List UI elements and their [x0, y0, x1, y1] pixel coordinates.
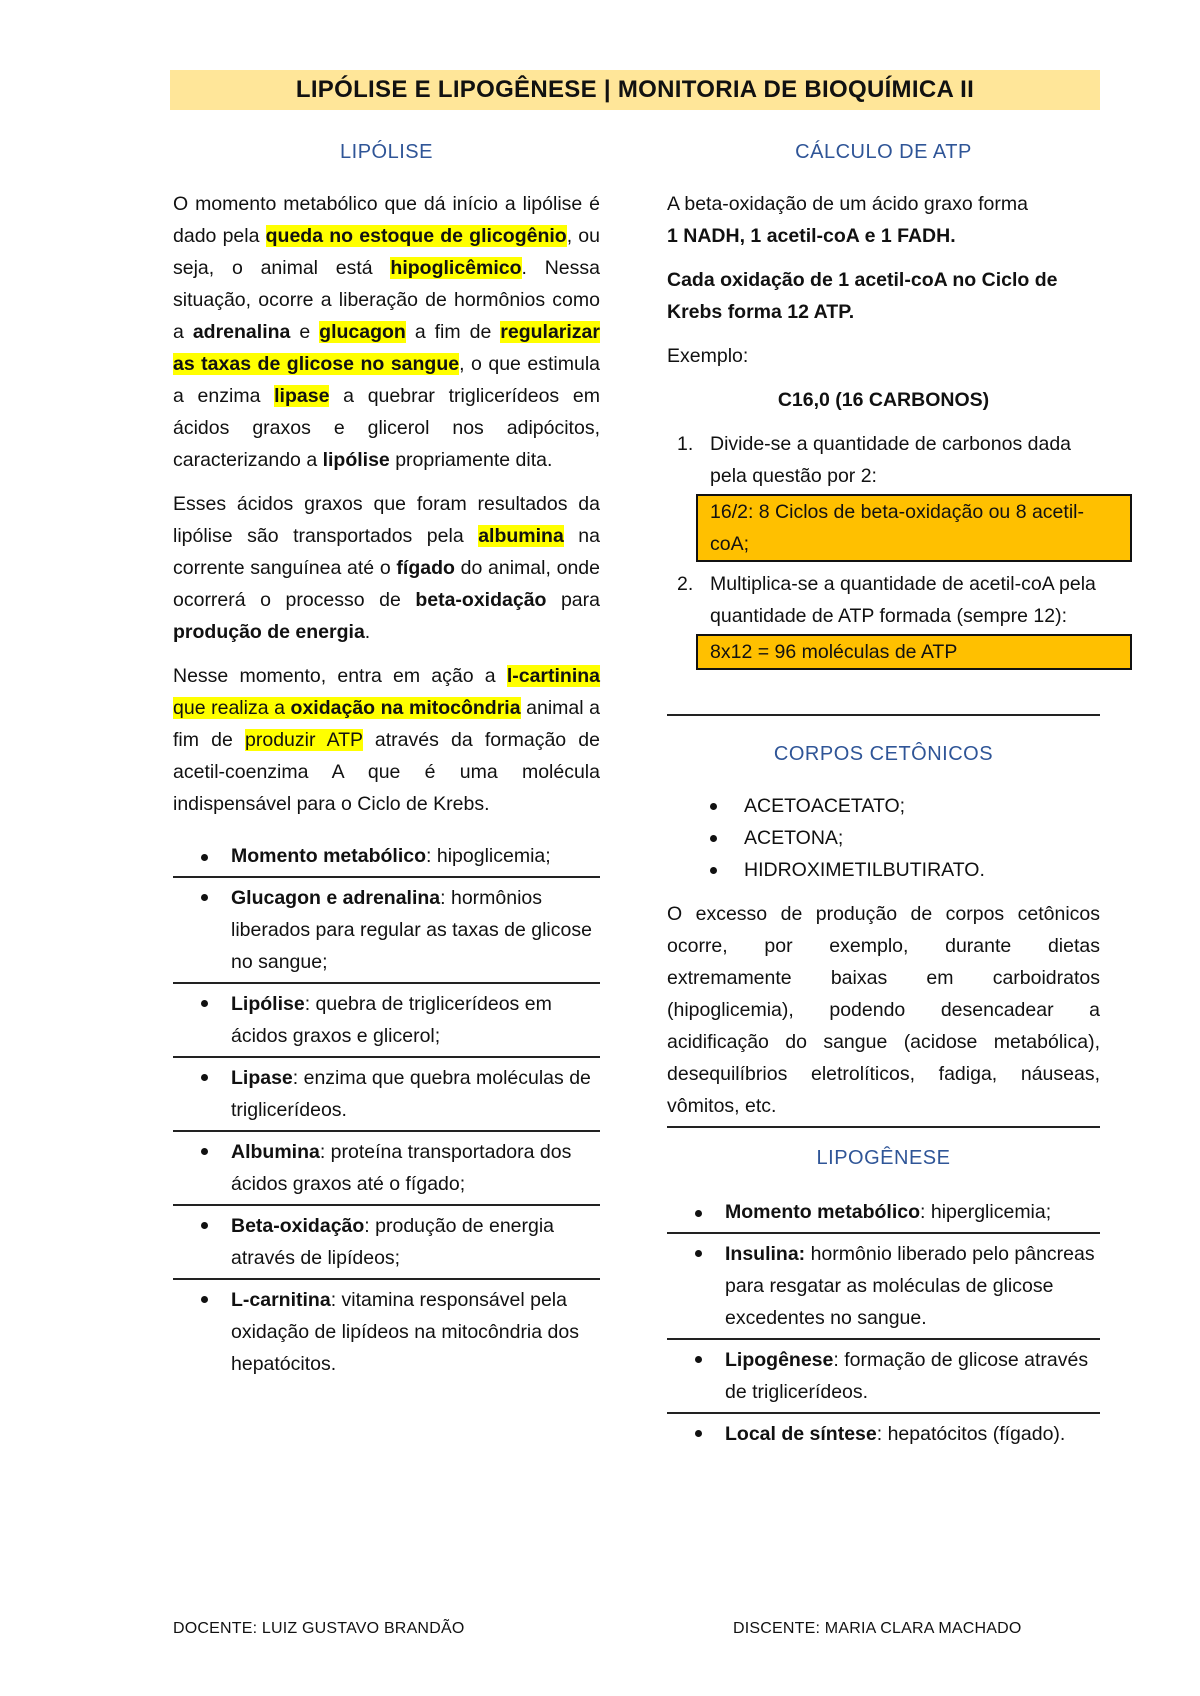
- list-item: ACETOACETATO;: [667, 790, 1100, 822]
- highlight: glucagon: [319, 321, 406, 343]
- highlight: queda no estoque de glicogênio: [265, 225, 567, 247]
- definition-item: Albumina: proteína transportadora dos ácidos graxos até o fígado;: [173, 1132, 600, 1206]
- highlight: oxidação na mitocôndria: [290, 697, 521, 719]
- bullet-icon: [201, 854, 208, 861]
- atp-intro: A beta-oxidação de um ácido graxo forma 1 NADH, 1 acetil-coA e 1 FADH.: [667, 193, 1028, 247]
- example-title: C16,0 (16 CARBONOS): [777, 389, 990, 411]
- step-item: 2. Multiplica-se a quantidade de acetil-coA pela quantidade de ATP formada (sempre 12): 8x12 = 96 moléculas de ATP: [667, 568, 1100, 670]
- footer-student: DISCENTE: MARIA CLARA MACHADO: [733, 1620, 1022, 1637]
- definition-item: Lipase: enzima que quebra moléculas de triglicerídeos.: [173, 1058, 600, 1132]
- highlight: regularizar as taxas de glicose no sangue: [173, 321, 600, 375]
- highlight: produzir ATP: [245, 729, 363, 751]
- bullet-icon: [201, 1148, 208, 1155]
- lipolise-paragraph-2: Esses ácidos graxos que foram resultados da lipólise são transportados pela albumina na corrente sanguínea até o fígado do animal, onde ocorrerá o processo de beta-oxidação para produção de energia.: [173, 493, 600, 643]
- bullet-icon: [710, 835, 717, 842]
- bullet-icon: [695, 1210, 702, 1217]
- page-title: LIPÓLISE E LIPOGÊNESE | MONITORIA DE BIOQUÍMICA II: [170, 70, 1100, 110]
- lipogenese-heading: LIPOGÊNESE: [816, 1147, 951, 1169]
- highlight: l-cartinina: [506, 665, 600, 687]
- cetonicos-heading: CORPOS CETÔNICOS: [773, 743, 994, 765]
- bullet-icon: [201, 1222, 208, 1229]
- lipolise-heading: LIPÓLISE: [340, 141, 433, 163]
- bullet-icon: [695, 1430, 702, 1437]
- atp-heading: CÁLCULO DE ATP: [795, 141, 972, 163]
- cetonicos-list: [667, 790, 1100, 886]
- definition-item: Beta-oxidação: produção de energia através de lipídeos;: [173, 1206, 600, 1280]
- definition-item: Insulina: hormônio liberado pelo pâncreas para resgatar as moléculas de glicose excedentes no sangue.: [667, 1234, 1100, 1340]
- footer-teacher: DOCENTE: LUIZ GUSTAVO BRANDÃO: [173, 1620, 465, 1637]
- step-item: 1. Divide-se a quantidade de carbonos dada pela questão por 2: 16/2: 8 Ciclos de beta-oxidação ou 8 acetil-coA;: [667, 428, 1100, 562]
- list-item: HIDROXIMETILBUTIRATO.: [667, 854, 1100, 886]
- example-label: Exemplo:: [667, 345, 749, 367]
- definition-item: Lipogênese: formação de glicose através de triglicerídeos.: [667, 1340, 1100, 1414]
- bullet-icon: [201, 894, 208, 901]
- definition-item: Local de síntese: hepatócitos (fígado).: [667, 1414, 1100, 1454]
- lipogenese-definitions: [667, 1194, 1100, 1454]
- highlight: lipase: [274, 385, 330, 407]
- definition-item: Momento metabólico: hiperglicemia;: [667, 1194, 1100, 1234]
- list-item: ACETONA;: [667, 822, 1100, 854]
- result-box: 16/2: 8 Ciclos de beta-oxidação ou 8 acetil-coA;: [696, 494, 1132, 562]
- highlight: hipoglicêmico: [390, 257, 522, 279]
- section-divider: [667, 714, 1100, 716]
- lipolise-definitions: [173, 838, 600, 1384]
- atp-krebs: Cada oxidação de 1 acetil-coA no Ciclo de Krebs forma 12 ATP.: [667, 269, 1058, 323]
- bullet-icon: [695, 1356, 702, 1363]
- definition-item: L-carnitina: vitamina responsável pela oxidação de lipídeos na mitocôndria dos hepatócitos.: [173, 1280, 600, 1384]
- highlight: albumina: [478, 525, 564, 547]
- definition-item: Lipólise: quebra de triglicerídeos em ácidos graxos e glicerol;: [173, 984, 600, 1058]
- bullet-icon: [201, 1296, 208, 1303]
- result-box: 8x12 = 96 moléculas de ATP: [696, 634, 1132, 670]
- definition-item: Glucagon e adrenalina: hormônios liberados para regular as taxas de glicose no sangue;: [173, 878, 600, 984]
- bullet-icon: [201, 1000, 208, 1007]
- cetonicos-text: O excesso de produção de corpos cetônicos ocorre, por exemplo, durante dietas extremamente baixas em carboidratos (hipoglicemia), podendo desencadear a acidificação do sangue (acidose metabólica), desequilíbrios eletrolíticos, fadiga, náuseas, vômitos, etc.: [667, 898, 1100, 1128]
- bullet-icon: [695, 1250, 702, 1257]
- lipolise-paragraph-3: Nesse momento, entra em ação a l-cartinina que realiza a oxidação na mitocôndria animal a fim de produzir ATP através da formação de acetil-coenzima A que é uma molécula indispensável para o Ciclo de Krebs.: [173, 665, 601, 815]
- bullet-icon: [710, 867, 717, 874]
- atp-steps: [667, 428, 1100, 670]
- bullet-icon: [201, 1074, 208, 1081]
- right-column: [667, 140, 1100, 1454]
- lipolise-column: [173, 140, 600, 1384]
- bullet-icon: [710, 803, 717, 810]
- lipolise-paragraph-1: O momento metabólico que dá início a lipólise é dado pela queda no estoque de glicogênio, ou seja, o animal está hipoglicêmico. Nessa situação, ocorre a liberação de hormônios como a adrenalina e glucagon a fim de regularizar as taxas de glicose no sangue, o que estimula a enzima lipase a quebrar triglicerídeos em ácidos graxos e glicerol nos adipócitos, caracterizando a lipólise propriamente dita.: [173, 193, 600, 471]
- definition-item: Momento metabólico: hipoglicemia;: [173, 838, 600, 878]
